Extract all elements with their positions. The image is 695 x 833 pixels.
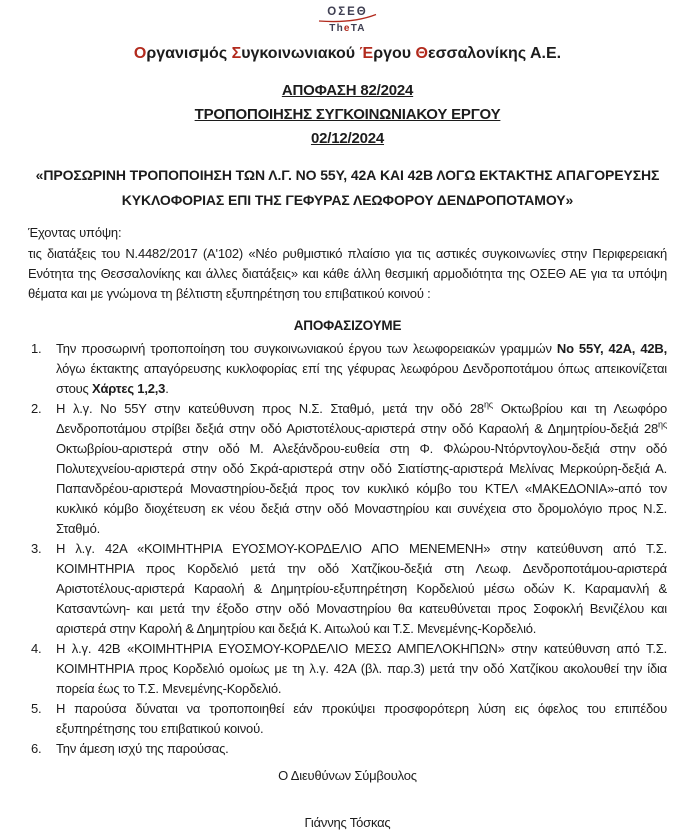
item-number: 6.	[31, 740, 42, 756]
item-text: Την άμεση ισχύ της παρούσας.	[56, 740, 229, 756]
decision-date-heading: 02/12/2024	[310, 129, 385, 147]
signature-block	[28, 766, 667, 833]
having-regard-label: Έχοντας υπόψη:	[28, 224, 122, 240]
item-text: Η λ.γ. Νο 55Υ στην κατεύθυνση προς Ν.Σ. Σταθμό, μετά την οδό $28^{\eta\varsigma}$ Οκτωβρίου και τη Λεωφόρο Δενδροποτάμου στρίβει δεξιά στην οδό Αριστοτέλους-αριστερά στην οδό Καραολή & Δημητρίου-δεξιά $28^{\eta\varsigma}$ Οκτωβρίου-αριστερά στην οδό Μ. Αλεξάνδρου-ευθεία στη Φ. Φλώρου-Ντόρντογλου-δεξιά στην οδό Πολυτεχνείου-αριστερά στην οδό Σκρά-αριστερά στην οδό Σιατίστης-αριστερά Μελίνας Μερκούρη-δεξιά Α. Παπανδρέου-αριστερά Μοναστηρίου-δεξιά προς τον κυκλικό κόμβο του ΚΤΕΛ «ΜΑΚΕΔΟΝΙΑ»-από τον κυκλικό κόμβο διοχέτευση εκ νέου δεξιά στην οδό Μοναστηρίου και συνέχεια στο δρομολόγιο προς Ν.Σ. Σταθμό.	[56, 399, 667, 536]
preamble-section	[28, 223, 667, 304]
organization-title: Οργανισμός Συγκοινωνιακού Έργου Θεσσαλονίκης Α.Ε.	[133, 44, 562, 62]
item-text: Την προσωρινή τροποποίηση του συγκοινωνιακού έργου των λεωφορειακών γραμμών Νο 55Υ, 42Α, 42Β, λόγω έκτακτης απαγόρευσης κυκλοφορίας επί της γέφυρας λεωφόρου Δενδροποτάμου όπως απεικονίζεται στους Χάρτες 1,2,3.	[56, 340, 667, 396]
item-text: Η παρούσα δύναται να τροποποιηθεί εάν προκύψει προσφορότερη λύση εις όφελος του επιπέδου εξυπηρέτησης του επιβατικού κοινού.	[56, 700, 667, 736]
decision-items-list	[28, 339, 667, 759]
item-number: 4.	[31, 640, 42, 656]
item-text: Η λ.γ. 42Β «ΚΟΙΜΗΤΗΡΙΑ ΕΥΟΣΜΟΥ-ΚΟΡΔΕΛΙΟ ΜΕΣΩ ΑΜΠΕΛΟΚΗΠΩΝ» στην κατεύθυνση από Τ.Σ. ΚΟΙΜΗΤΗΡΙΑ προς Κορδελιό ομοίως με τη λ.γ. 42Α (βλ. παρ.3) μετά την οδό Χατζίκου ακολουθεί την ίδια πορεία έως το Τ.Σ. Μενεμένης-Κορδελιό.	[56, 640, 667, 696]
oseth-logo	[28, 5, 667, 34]
legal-basis-paragraph: τις διατάξεις του Ν.4482/2017 (Α'102) «Νέο ρυθμιστικό πλαίσιο για τις αστικές συγκοινωνίες στην Περιφερειακή Ενότητα της Θεσσαλονίκης και άλλες διατάξεις» και κάθε άλλη θεσμική αρμοδιότητα της ΟΣΕΘ ΑΕ για τα υπόψη θέματα και με γνώμονα τη βέλτιστη εξυπηρέτηση του επιβατικού κοινού :	[28, 245, 667, 301]
item-number: 1.	[31, 340, 42, 356]
signatory-name: Γιάννης Τόσκας	[304, 814, 391, 830]
decision-item-3	[28, 539, 667, 639]
decision-item-6	[28, 739, 667, 759]
decision-item-5	[28, 699, 667, 739]
signatory-title: Ο Διευθύνων Σύμβουλος	[278, 767, 417, 783]
decision-subject: «ΠΡΟΣΩΡΙΝΗ ΤΡΟΠΟΠΟΙΗΣΗ ΤΩΝ Λ.Γ. ΝΟ 55Υ, 42Α ΚΑΙ 42Β ΛΟΓΩ ΕΚΤΑΚΤΗΣ ΑΠΑΓΟΡΕΥΣΗΣ ΚΥΚΛΟΦΟΡΙΑΣ ΕΠΙ ΤΗΣ ΓΕΦΥΡΑΣ ΛΕΩΦΟΡΟΥ ΔΕΝΔΡΟΠΟΤΑΜΟΥ»	[35, 166, 660, 208]
item-number: 3.	[31, 540, 42, 556]
decision-item-4	[28, 639, 667, 699]
decide-heading: ΑΠΟΦΑΣΙΖΟΥΜΕ	[293, 317, 402, 333]
logo-subtext: TheTA	[329, 22, 366, 34]
decision-number-heading: ΑΠΟΦΑΣΗ 82/2024	[281, 81, 414, 99]
item-text: Η λ.γ. 42Α «ΚΟΙΜΗΤΗΡΙΑ ΕΥΟΣΜΟΥ-ΚΟΡΔΕΛΙΟ ΑΠΟ ΜΕΝΕΜΕΝΗ» στην κατεύθυνση από Τ.Σ. ΚΟΙΜΗΤΗΡΙΑ προς Κορδελιό μετά την οδό Χατζίκου-δεξιά στη Λεωφ. Δενδροποτάμου-αριστερά Αριστοτέλους-αριστερά Καραολή & Δημητρίου-εξυπηρέτηση Κορδελιού μέσω οδών Κ. Καραμανλή & Κατσαντώνη- και μετά την έξοδο στην οδό Μοναστηρίου θα κατευθύνεται προς Σοφοκλή Βενιζέλου και αριστερά στην Καρολή & Δημητρίου και δεξιά Κ. Αιτωλού και Τ.Σ. Μενεμένης-Κορδελιό.	[56, 540, 667, 636]
document-header	[28, 5, 667, 213]
item-number: 2.	[31, 400, 42, 416]
decision-section	[28, 316, 667, 759]
decision-item-2	[28, 399, 667, 539]
item-number: 5.	[31, 700, 42, 716]
decision-item-1	[28, 339, 667, 399]
logo-acronym-text: ΟΣΕΘ	[327, 6, 368, 18]
decision-type-heading: ΤΡΟΠΟΠΟΙΗΣΗΣ ΣΥΓΚΟΙΝΩΝΙΑΚΟΥ ΕΡΓΟΥ	[194, 105, 501, 123]
